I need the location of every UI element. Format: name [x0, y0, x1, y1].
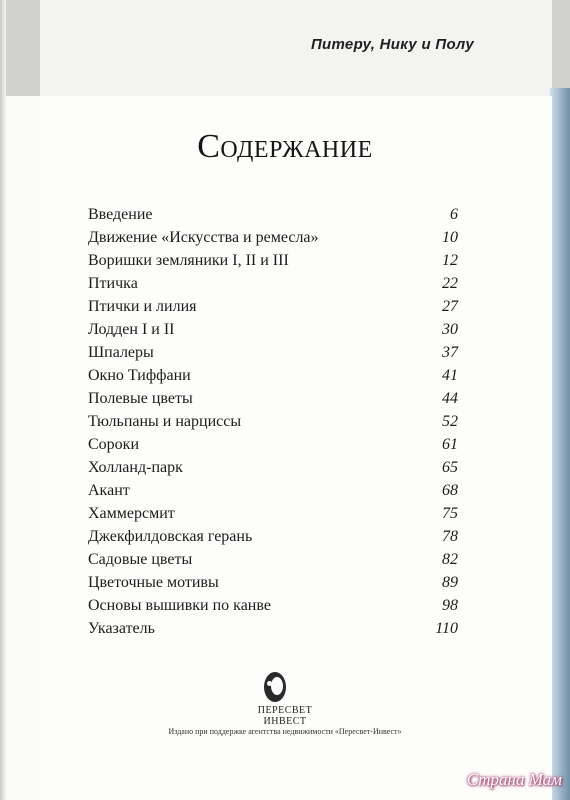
toc-entry-label: Цветочные мотивы [88, 574, 219, 591]
toc-entry-label: Окно Тиффани [88, 367, 191, 384]
toc-entry-page: 75 [442, 505, 458, 522]
toc-entry [88, 528, 458, 551]
toc-entry [88, 574, 458, 597]
toc-entry-page: 10 [442, 229, 458, 246]
toc-entry [88, 252, 458, 275]
toc-entry-page: 22 [442, 275, 458, 292]
toc-entry [88, 298, 458, 321]
toc-entry [88, 367, 458, 390]
toc-entry-page: 27 [442, 298, 458, 315]
toc-entry-page: 78 [442, 528, 458, 545]
toc-entry-page: 44 [442, 390, 458, 407]
toc-entry-label: Холланд-парк [88, 459, 183, 476]
toc-entry-label: Птичка [88, 275, 138, 292]
toc-entry-label: Основы вышивки по канве [88, 597, 271, 614]
toc-entry [88, 344, 458, 367]
toc-entry [88, 482, 458, 505]
toc-entry [88, 505, 458, 528]
publisher-line-1: ПЕРЕСВЕТ [257, 705, 313, 716]
toc-entry-page: 110 [435, 620, 458, 637]
toc-entry-page: 82 [442, 551, 458, 568]
toc-entry-page: 37 [442, 344, 458, 361]
spine-shadow [0, 0, 6, 800]
toc-entry [88, 597, 458, 620]
toc-entry-page: 52 [442, 413, 458, 430]
publisher-line-2: ИНВЕСТ [263, 716, 307, 727]
toc-entry-label: Садовые цветы [88, 551, 193, 568]
publisher-name [0, 705, 570, 727]
toc-entry [88, 551, 458, 574]
toc-title: Содержание [197, 128, 373, 165]
toc-entry-page: 12 [442, 252, 458, 269]
toc-entry [88, 436, 458, 459]
toc-entry-page: 65 [442, 459, 458, 476]
toc-entry-page: 30 [442, 321, 458, 338]
toc-entry-page: 98 [442, 597, 458, 614]
toc-entry-label: Шпалеры [88, 344, 154, 361]
toc-entry-page: 68 [442, 482, 458, 499]
toc-entry-page: 61 [442, 436, 458, 453]
page-edge [550, 88, 570, 800]
watermark: Страна Мам [466, 770, 562, 789]
toc-entry-page: 89 [442, 574, 458, 591]
peresvet-logo-icon [264, 672, 286, 702]
toc-entry-label: Полевые цветы [88, 390, 193, 407]
toc-entry-label: Лодден I и II [88, 321, 175, 338]
toc-list [88, 206, 458, 643]
toc-entry [88, 620, 458, 643]
toc-entry-label: Указатель [88, 620, 155, 637]
toc-entry [88, 459, 458, 482]
top-band [0, 0, 570, 96]
toc-entry [88, 390, 458, 413]
toc-entry [88, 275, 458, 298]
toc-entry [88, 413, 458, 436]
toc-entry [88, 321, 458, 344]
toc-entry-page: 41 [442, 367, 458, 384]
toc-entry [88, 229, 458, 252]
toc-entry-label: Воришки земляники I, II и III [88, 252, 289, 269]
toc-entry [88, 206, 458, 229]
toc-entry-label: Джекфилдовская герань [88, 528, 253, 545]
support-note: Издано при поддержке агентства недвижимости «Пересвет-Инвест» [168, 727, 402, 736]
toc-entry-label: Акант [88, 482, 130, 499]
toc-entry-label: Введение [88, 206, 153, 223]
toc-entry-page: 6 [450, 206, 458, 223]
toc-entry-label: Сороки [88, 436, 140, 453]
toc-entry-label: Тюльпаны и нарциссы [88, 413, 242, 430]
toc-entry-label: Птички и лилия [88, 298, 197, 315]
toc-entry-label: Движение «Искусства и ремесла» [88, 229, 319, 246]
toc-entry-label: Хаммерсмит [88, 505, 175, 522]
dedication: Питеру, Нику и Полу [310, 36, 474, 53]
